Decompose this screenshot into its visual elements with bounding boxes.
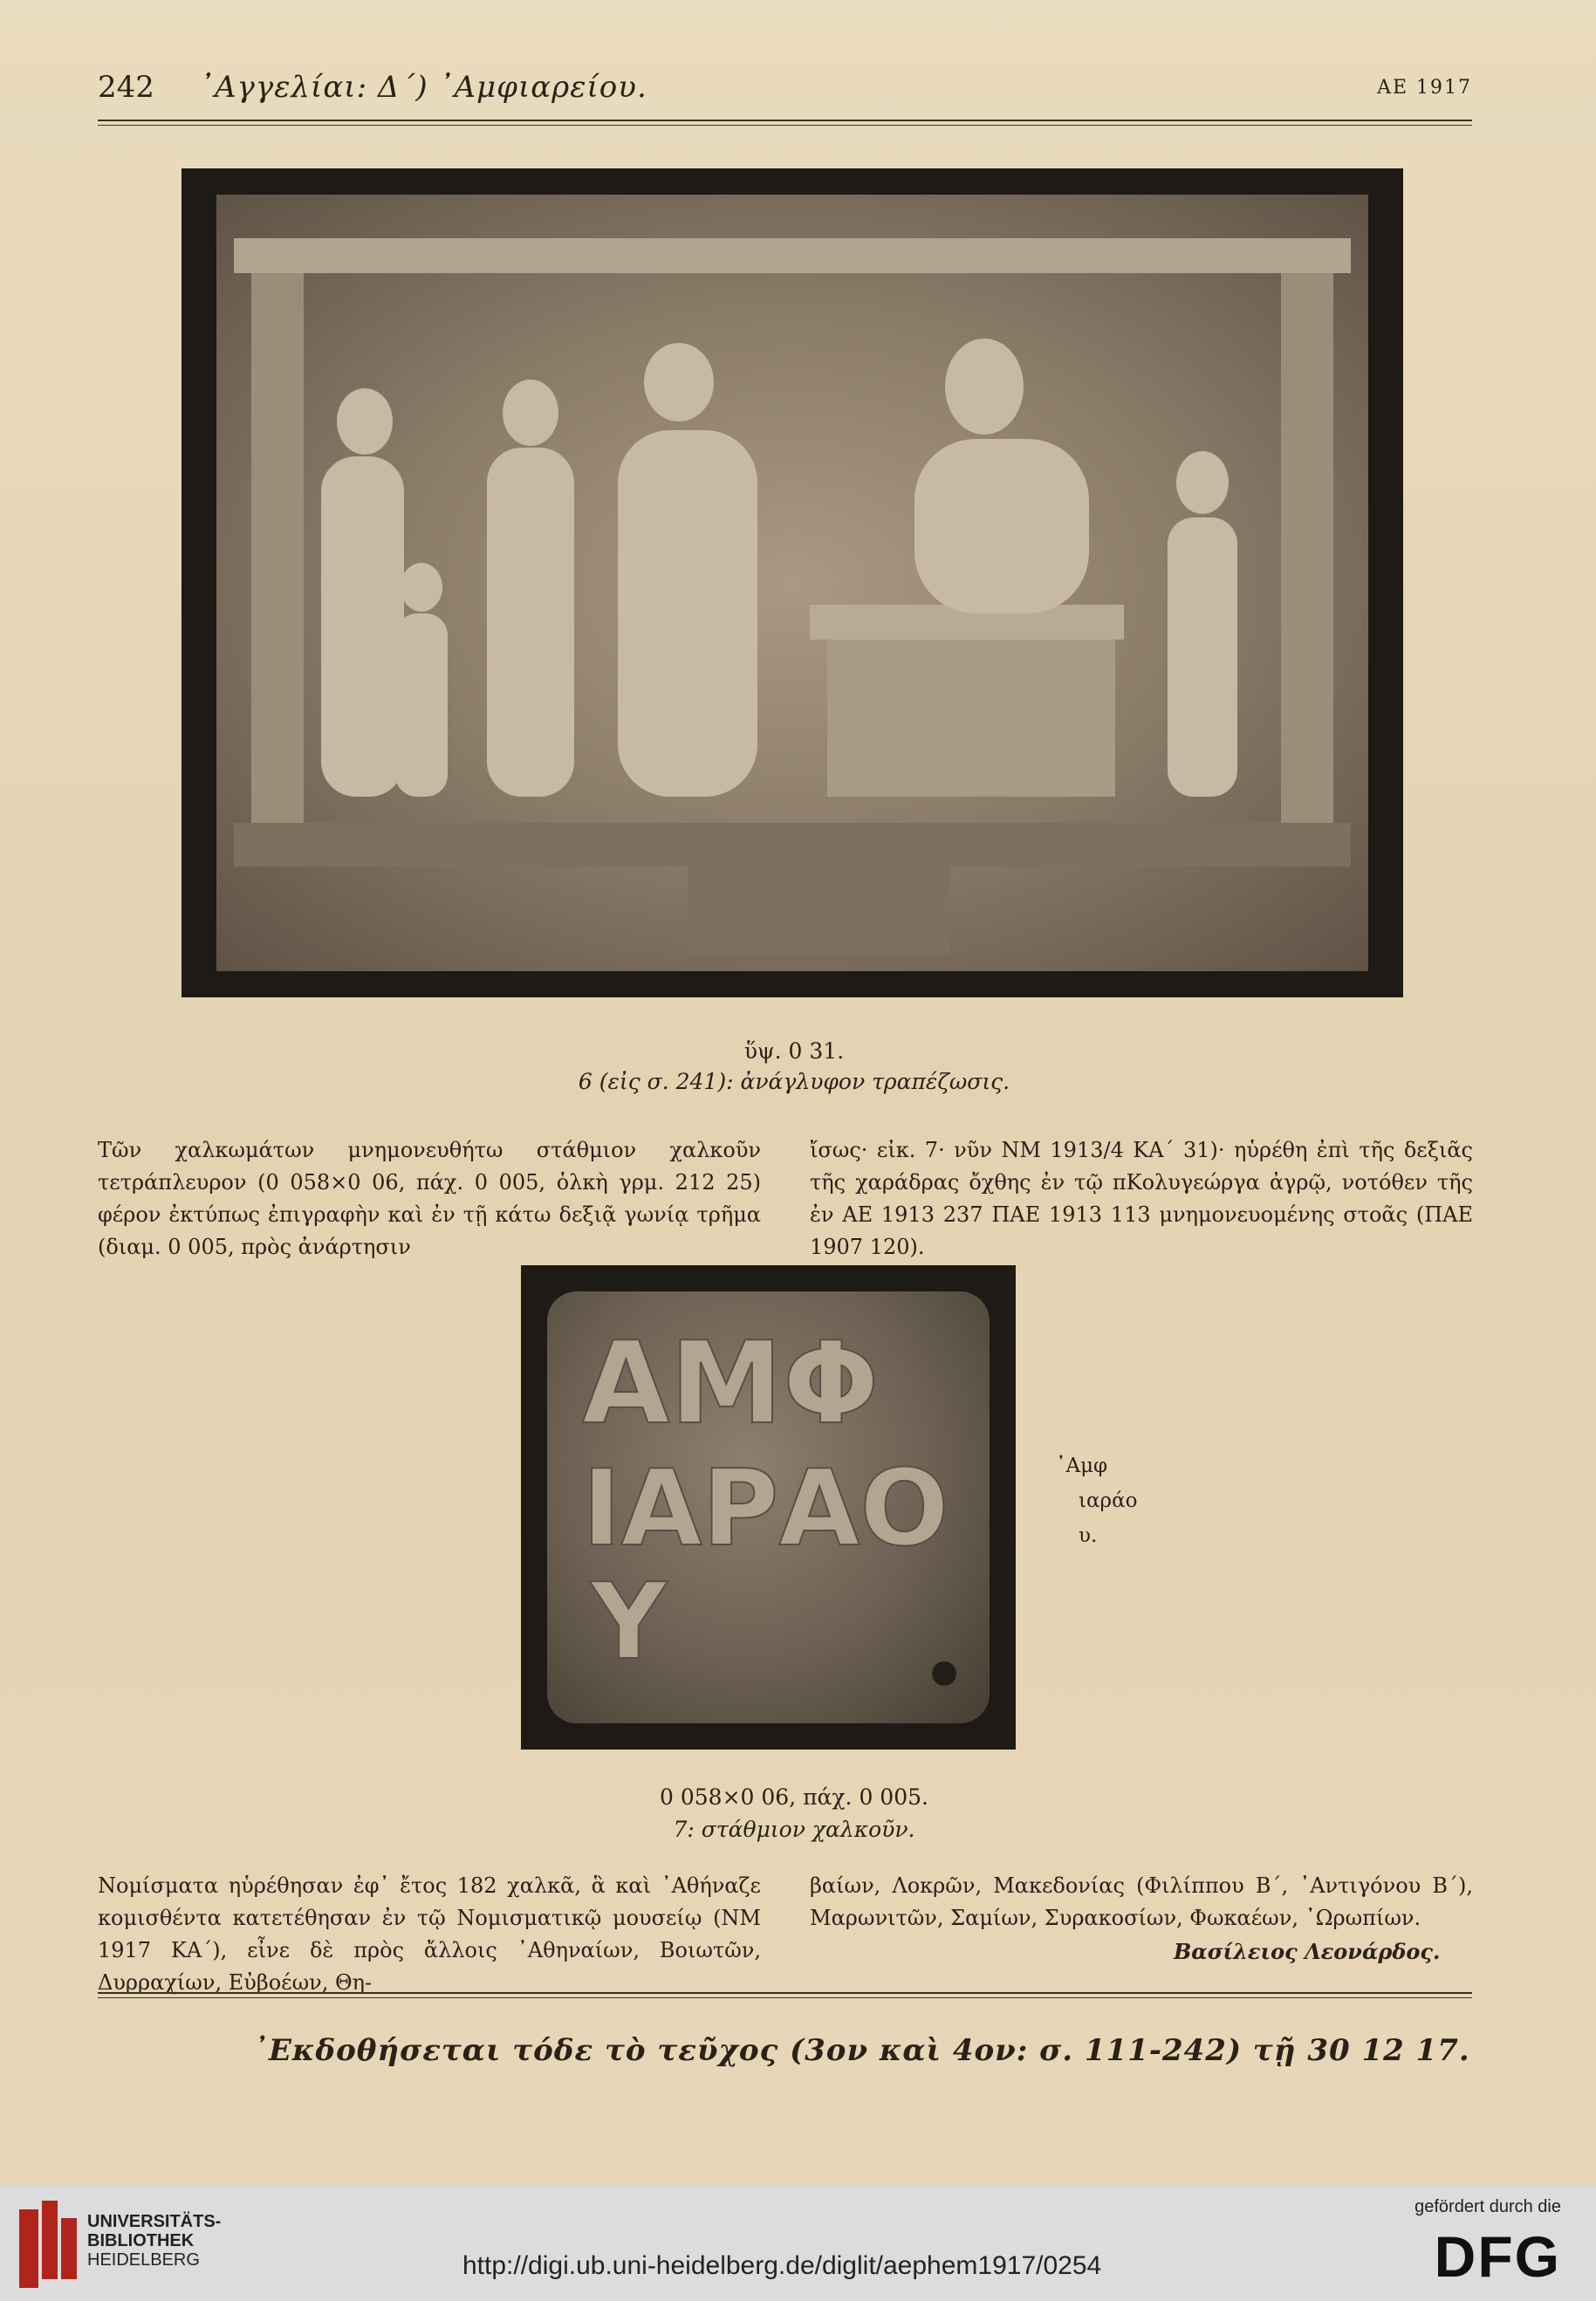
funding-label: gefördert durch die	[1414, 2197, 1561, 2216]
publication-note: ᾿Εκδοθήσεται τόδε τὸ τεῦχος (3ον καὶ 4ον: σ. 111-242) τῇ 30 12 17.	[253, 2033, 1470, 2068]
transcription-line-2: ιαράο	[1079, 1489, 1138, 1512]
suspension-hole	[932, 1661, 956, 1686]
transcription-line-1: ᾿Αμφ	[1056, 1455, 1108, 1477]
footer-rule	[98, 1992, 1472, 1994]
library-name-line-3: HEIDELBERG	[87, 2250, 200, 2270]
header-rule	[98, 120, 1472, 121]
running-header	[98, 70, 1472, 108]
library-name	[87, 2212, 221, 2270]
author-signature: Βασίλειος Λεονάρδος.	[1174, 1939, 1441, 1964]
figure-6-dimension: ὕψ. 0 31.	[743, 1038, 845, 1064]
inscription-line-2: ΙΑΡΑΟ	[582, 1448, 949, 1570]
figure-7-caption: 7: στάθμιον χαλκοῦν.	[673, 1817, 915, 1842]
inscription-line-1: ΑΜΦ	[582, 1317, 880, 1449]
transcription-line-3: υ.	[1079, 1524, 1098, 1547]
relief-figures	[216, 195, 1368, 971]
figure-6-photo	[182, 168, 1403, 997]
figure-7-transcription	[1056, 1448, 1161, 1553]
inscription-line-3: Υ	[591, 1562, 667, 1683]
paragraph-2-right: βαίων, Λοκρῶν, Μακεδονίας (Φιλίππου Β´, ᾿Αντιγόνου Β´), Μαρωνιτῶν, Σαμίων, Συρακοσίων, Φωκαέων, ᾿Ωρωπίων.	[810, 1873, 1473, 1930]
relief-image	[216, 195, 1368, 971]
library-name-line-1: UNIVERSITÄTS-	[87, 2212, 222, 2231]
figure-7-photo	[521, 1265, 1016, 1750]
figure-6-caption: 6 (εἰς σ. 241): ἀνάγλυφον τραπέζωσις.	[578, 1069, 1010, 1094]
bronze-weight-image	[547, 1291, 990, 1723]
journal-year: ΑΕ 1917	[1377, 77, 1472, 99]
running-title: ᾿Αγγελίαι: Δ´) ᾿Αμφιαρείου.	[199, 70, 647, 105]
weight-inscription	[547, 1291, 990, 1723]
library-name-line-2: BIBLIOTHEK	[87, 2231, 195, 2250]
footer-rule-thin	[98, 1997, 1472, 1998]
digitization-footer	[0, 2186, 1596, 2301]
dfg-logo: DFG	[1434, 2224, 1561, 2289]
university-library-logo-icon	[19, 2201, 79, 2288]
figure-7-dimension: 0 058×0 06, πάχ. 0 005.	[660, 1784, 928, 1810]
source-url-link[interactable]: http://digi.ub.uni-heidelberg.de/diglit/aephem1917/0254	[462, 2251, 1102, 2280]
header-rule-thin	[98, 125, 1472, 126]
paragraph-1-left: Τῶν χαλκωμάτων μνημονευθήτω στάθμιον χαλκοῦν τετράπλευρον (0 058×0 06, πάχ. 0 005, ὁλκὴ γρμ. 212 25) φέρον ἐκτύπως ἐπιγραφὴν καὶ ἐν τῇ κάτω δεξιᾷ γωνίᾳ τρῆμα (διαμ. 0 005, πρὸς ἀνάρτησιν	[98, 1138, 761, 1259]
page-number: 242	[98, 70, 154, 105]
paragraph-2-left: Νομίσματα ηὑρέθησαν ἐφ᾿ ἔτος 182 χαλκᾶ, ἃ καὶ ᾿Αθήναζε κομισθέντα κατετέθησαν ἐν τῷ Νομισματικῷ μουσείῳ (ΝΜ 1917 ΚΑ´), εἶνε δὲ πρὸς ἄλλοις ᾿Αθηναίων, Βοιωτῶν, Δυρραχίων, Εὐβοέων, Θη-	[98, 1873, 761, 1995]
paragraph-1-right: ἴσως· εἰκ. 7· νῦν ΝΜ 1913/4 ΚΑ´ 31)· ηὑρέθη ἐπὶ τῆς δεξιᾶς τῆς χαράδρας ὄχθης ἐν τῷ πΚολυγεώργα ἀγρῷ, νοτόθεν τῆς ἐν ΑΕ 1913 237 ΠΑΕ 1913 113 μνημονευομένης στοᾶς (ΠΑΕ 1907 120).	[810, 1138, 1473, 1259]
